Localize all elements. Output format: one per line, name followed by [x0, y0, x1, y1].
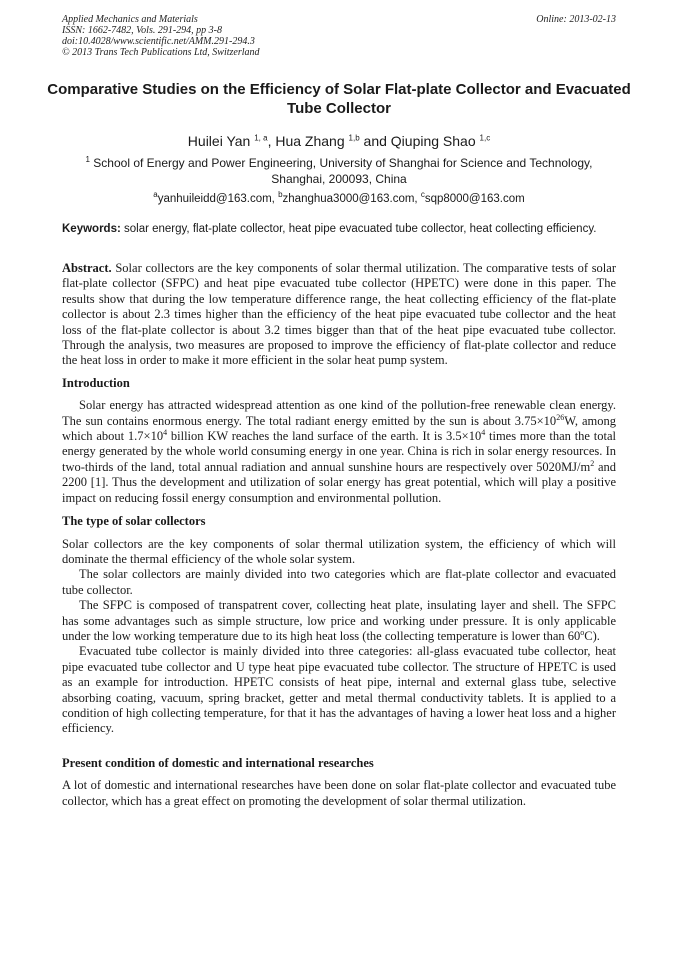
- intro-text: W, among which about 1.7×10: [62, 413, 617, 444]
- affiliation-text: School of Energy and Power Engineering, University of Shanghai for Science and Technology, Shanghai, 200093, China: [93, 156, 593, 186]
- types-paragraph: Solar collectors are the key components of solar thermal utilization system, the efficiency of which will dominate the thermal efficiency of the whole solar system.: [62, 536, 616, 566]
- section-heading-types: The type of solar collectors: [62, 514, 206, 529]
- copyright-line: © 2013 Trans Tech Publications Ltd, Switzerland: [62, 47, 260, 58]
- keywords-label: Keywords:: [62, 223, 121, 235]
- email-sup: c: [420, 190, 425, 200]
- author-name: Huilei Yan: [187, 133, 251, 149]
- online-date: Online: 2013-02-13: [536, 14, 616, 25]
- abstract: [62, 261, 616, 369]
- author-line: [40, 133, 638, 149]
- journal-header: [62, 14, 616, 58]
- intro-text: Solar energy has attracted widespread attention as one kind of the pollution-free renewable clean energy. The sun contains enormous energy. The total radiant energy emitted by the sun is about 3.75×10: [62, 398, 616, 428]
- author-separator: and: [359, 133, 391, 149]
- affiliation: [62, 155, 616, 187]
- abstract-text: Solar collectors are the key components of solar thermal utilization. The comparative tests of solar flat-plate collector (SFPC) and heat pipe evacuated tube collector (HPETC) were done in this paper. The results show that during the low temperature difference range, the heat collecting efficiency of the flat-plate collector is about 2.3 times higher than the efficiency of the heat pipe evacuated tube collector and the heat loss of the flat-plate collector is about 3.2 times bigger than that of the heat pipe evacuated tube collector. Through the analysis, two measures are proposed to improve the efficiency of flat-plate collector and reduce the heat loss in order to make it more efficient in the solar heat pump system.: [62, 261, 616, 368]
- author-affil-sup: 1,b: [348, 133, 360, 143]
- keywords-text: solar energy, flat-plate collector, heat pipe evacuated tube collector, heat collecting efficiency.: [124, 223, 597, 235]
- email-b: zhanghua3000@163.com,: [282, 193, 421, 205]
- exponent: 4: [481, 427, 486, 437]
- types-text: The SFPC is composed of transpatrent cover, collecting heat plate, insulating layer and shell. The SFPC has some advantages such as simple structure, low price and working under pressure. It is only applicable under the low working temperature due to its high heat loss (the collecting temperature is lower than 60: [62, 598, 616, 643]
- exponent: 4: [163, 427, 168, 437]
- intro-text: billion KW reaches the land surface of the earth. It is 3.5×10: [167, 429, 482, 444]
- email-sup: a: [153, 190, 158, 200]
- exponent: 2: [590, 458, 595, 468]
- exponent: 26: [556, 412, 565, 422]
- journal-name: Applied Mechanics and Materials: [62, 14, 198, 25]
- present-paragraph: A lot of domestic and international researches have been done on solar flat-plate collector and evacuated tube collector, which has a great effect on promoting the development of solar thermal utilization.: [62, 778, 616, 808]
- types-paragraph: [62, 598, 616, 644]
- doi-line: doi:10.4028/www.scientific.net/AMM.291-294.3: [62, 36, 255, 47]
- paper-body: [62, 261, 616, 809]
- intro-text: times more than the total energy generated by the whole world consuming energy in one year. China is rich in solar energy resources. In two-thirds of the land, total annual radiation and annual sunshine hours are respectively over 5020MJ/m: [62, 429, 616, 474]
- types-paragraph: The solar collectors are mainly divided into two categories which are flat-plate collector and evacuated tube collector.: [62, 567, 616, 597]
- keywords: [62, 222, 616, 236]
- issn-line: ISSN: 1662-7482, Vols. 291-294, pp 3-8: [62, 25, 222, 36]
- section-heading-present: Present condition of domestic and international researches: [62, 755, 374, 770]
- email-a: yanhuileidd@163.com,: [157, 193, 279, 205]
- affiliation-sup: 1: [85, 155, 90, 164]
- intro-text: and 2200 [1]. Thus the development and utilization of solar energy has great potential, which will play a positive impact on reducing fossil energy consumption and environmental pollution.: [62, 459, 616, 505]
- email-sup: b: [278, 190, 283, 200]
- author-affil-sup: 1,c: [479, 133, 491, 143]
- types-paragraph: Evacuated tube collector is mainly divided into three categories: all-glass evacuated tube collector, heat pipe evacuated tube collector and U type heat pipe evacuated tube collector. The structure of HPETC is used as an example for introduction. HPETC consists of heat pipe, internal and external glass tube, selective absorbing coating, vacuum, spring bracket, getter and metal thermal conductivity tablets. It is applied to a condition of high collecting temperature, for that it has the advantages of having a lower heat loss and a higher efficiency.: [62, 644, 616, 736]
- intro-paragraph: [62, 398, 616, 506]
- section-heading-introduction: Introduction: [62, 375, 130, 390]
- author-separator: ,: [267, 133, 276, 149]
- paper-title: Comparative Studies on the Efficiency of Solar Flat-plate Collector and Evacuated Tube Collector: [47, 81, 631, 117]
- email-line: [62, 190, 616, 205]
- degree-sup: o: [580, 627, 585, 637]
- author-name: Qiuping Shao: [390, 133, 476, 149]
- email-c: sqp8000@163.com: [424, 193, 525, 205]
- author-name: Hua Zhang: [275, 133, 345, 149]
- abstract-label: Abstract.: [62, 261, 112, 275]
- author-affil-sup: 1, a: [254, 133, 268, 143]
- types-text: C).: [584, 628, 600, 643]
